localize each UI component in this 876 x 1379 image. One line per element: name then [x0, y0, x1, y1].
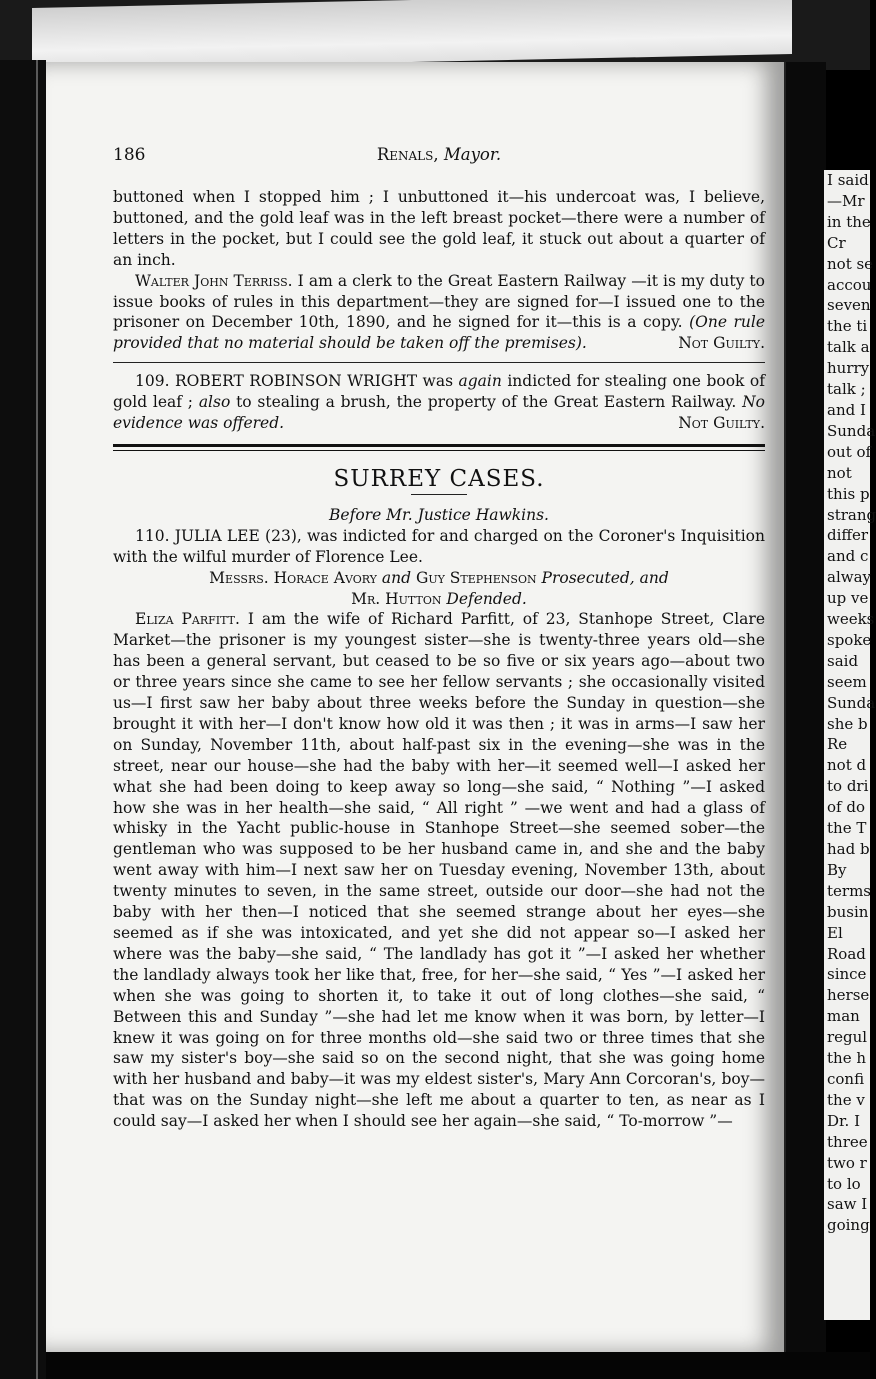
defendant-name: ROBERT ROBINSON WRIGHT: [175, 372, 418, 391]
right-page-text-fragment: Re: [827, 735, 848, 754]
paragraph-continuation: buttoned when I stopped him ; I unbuttoned it—his undercoat was, I believe, buttoned, and the gold leaf was in the left breast pocket—there were a number of letters in the pocket, but I could see the gold leaf, it stuck out about a quarter of an inch.: [113, 188, 765, 269]
right-page-text-fragment: the v: [827, 1090, 865, 1109]
right-page-text-fragment: to lo: [827, 1174, 861, 1193]
right-page-text-fragment: By: [827, 860, 847, 879]
right-page-text-fragment: saw I: [827, 1195, 868, 1214]
right-page-text-fragment: in the: [827, 212, 871, 231]
defendant-name: JULIA LEE: [174, 526, 260, 545]
paragraph-testimony-terriss: Walter John Terriss. I am a clerk to the Great Eastern Railway —it is my duty to issue books of rules in this department—they are signed for—I issued one to the prisoner on December 10th, 1890, and he signed for it—this is a copy. (One rule provided that no material should be taken off the premises). Not Guilty.: [113, 271, 766, 353]
running-header: [113, 145, 765, 173]
case-110: 110. JULIA LEE (23), was indicted for and charged on the Coroner's Inquisition with the wilful murder of Florence Lee.: [113, 526, 765, 566]
right-page-text-fragment: the h: [827, 1049, 866, 1068]
running-head: Renals, Mayor.: [376, 145, 502, 164]
right-page-text-fragment: hurry: [827, 359, 870, 378]
divider: [113, 362, 765, 363]
right-page-text-fragment: had b: [827, 840, 870, 858]
right-page-text-fragment: up ve: [827, 589, 869, 608]
right-page-text-fragment: to dri: [827, 777, 869, 796]
right-page-text-fragment: talk ;: [827, 380, 866, 399]
witness-name: Walter John Terriss.: [135, 271, 293, 290]
right-page-text-fragment: and c: [827, 547, 869, 566]
page-number: 186: [113, 145, 146, 165]
book-page-right-fragment: [824, 170, 876, 1320]
right-page-text-fragment: she b: [827, 714, 868, 733]
judge-line: Before Mr. Justice Hawkins.: [329, 505, 549, 524]
right-page-text-fragment: I said: [827, 171, 869, 189]
right-page-text-fragment: three: [827, 1132, 868, 1151]
right-page-text-fragment: not: [827, 463, 852, 482]
right-page-text-fragment: terms: [827, 881, 871, 900]
right-page-text-fragment: two r: [827, 1153, 867, 1172]
right-page-text-fragment: out of: [827, 442, 872, 461]
right-page-text-fragment: and I: [827, 400, 866, 419]
right-page-text-fragment: since: [827, 965, 867, 984]
right-page-text-fragment: this p: [827, 484, 870, 503]
right-page-text-fragment: spoke: [827, 630, 872, 649]
right-page-text-fragment: the ti: [827, 317, 868, 336]
right-page-text-fragment: not d: [827, 756, 867, 775]
right-page-text-fragment: alway: [827, 568, 871, 587]
right-page-text-fragment: herse: [827, 986, 870, 1005]
right-page-text-fragment: differ: [827, 526, 869, 545]
witness-name: Eliza Parfitt.: [135, 610, 240, 629]
page-content: [113, 145, 765, 1132]
right-page-text-fragment: of do: [827, 798, 865, 817]
right-page-text-fragment: strang: [827, 505, 876, 524]
right-page-text-fragment: said: [827, 651, 859, 670]
section-title: SURREY CASES.: [333, 465, 545, 492]
right-page-text-fragment: confi: [827, 1069, 865, 1088]
right-page-text-fragment: Sunda: [827, 693, 876, 712]
title-underline: [411, 494, 467, 495]
right-page-text-fragment: the T: [827, 819, 867, 838]
case-109: 109. ROBERT ROBINSON WRIGHT was again indicted for stealing one book of gold leaf ; also to stealing a brush, the property of the Great Eastern Railway. No evidence was offered. Not Guilty.: [113, 372, 765, 433]
right-page-text-fragment: regul: [827, 1028, 868, 1047]
scan-bottom-edge: [46, 1352, 870, 1379]
right-page-text-fragment: seven: [827, 296, 871, 315]
paragraph-testimony-parfitt: Eliza Parfitt. I am the wife of Richard Parfitt, of 23, Stanhope Street, Clare Market—the prisoner is my youngest sister—she is twenty-three years old—she has been a general servant, but ceased to be so five or six years ago—about two or three years since she came to see her fellow servants ; she occasionally visited us—I first saw her baby about three weeks before the Sunday in question—she brought it with her—I don't know how old it was then ; it was in arms—I saw her on Sunday, November 11th, about half-past six in the evening—she was in the street, near our house—she had the baby with her—it seemed well—I asked her what she had been doing to keep away so long—she said, “ Nothing ”—I asked how she was in her health—she said, “ All right ” —we went and had a glass of whisky in the Yacht public-house in Stanhope Street—she seemed sober—the gentleman who was supposed to be her husband came in, and she and the baby went away with him—I next saw her on Tuesday evening, November 13th, about twenty minutes to seven, in the same street, outside our door—she had not the baby with her then—I noticed that she seemed strange about her eyes—she seemed as if she was intoxicated, and yet she did not appear so—I asked her where was the baby—she said, “ The landlady has got it ”—I asked her whether the landlady always took her like that, free, for her—she said, “ Yes ”—I asked her when she was going to shorten it, to take it out of long clothes—she said, “ Between this and Sunday ”—she had let me know when it was born, by letter—I knew it was going on for three months old—she said two or three times that she saw my sister's boy—she said so on the second night, that she was going home with her husband and baby—it was my eldest sister's, Mary Ann Corcoran's, boy—that was on the Sunday night—she left me about a quarter to ten, as near as I could say—I asked her when I should see her again—she said, “ To-morrow ”—: [113, 610, 766, 1131]
right-page-text-fragment: Road: [827, 944, 866, 963]
right-page-text-fragment: Cr: [827, 233, 846, 252]
right-page-text-fragment: busin: [827, 902, 869, 921]
verdict: Not Guilty.: [678, 414, 765, 433]
right-page-text-fragment: Dr. I: [827, 1111, 861, 1130]
section-divider: [113, 444, 765, 451]
right-page-text-fragment: man: [827, 1007, 860, 1026]
scan-top-edge: [0, 0, 870, 70]
right-page-text-fragment: going: [827, 1216, 870, 1235]
right-page-text-fragment: Sunda: [827, 421, 876, 440]
right-page-text-fragment: seem: [827, 672, 867, 691]
right-page-text-fragment: weeks: [827, 610, 875, 629]
counsel-defence: Mr. Hutton Defended.: [351, 589, 527, 608]
right-page-text-fragment: —Mr: [827, 191, 865, 210]
right-page-text-fragment: El: [827, 923, 843, 942]
counsel-prosecution: Messrs. Horace Avory and Guy Stephenson Prosecuted, and: [209, 568, 669, 587]
right-page-text-fragment: accou: [827, 275, 872, 294]
right-page-text-fragment: talk a: [827, 338, 870, 357]
right-page-text-fragment: not se: [827, 254, 874, 273]
scan-left-edge: [0, 60, 46, 1379]
book-gutter: [786, 62, 826, 1362]
verdict: Not Guilty.: [678, 334, 765, 353]
